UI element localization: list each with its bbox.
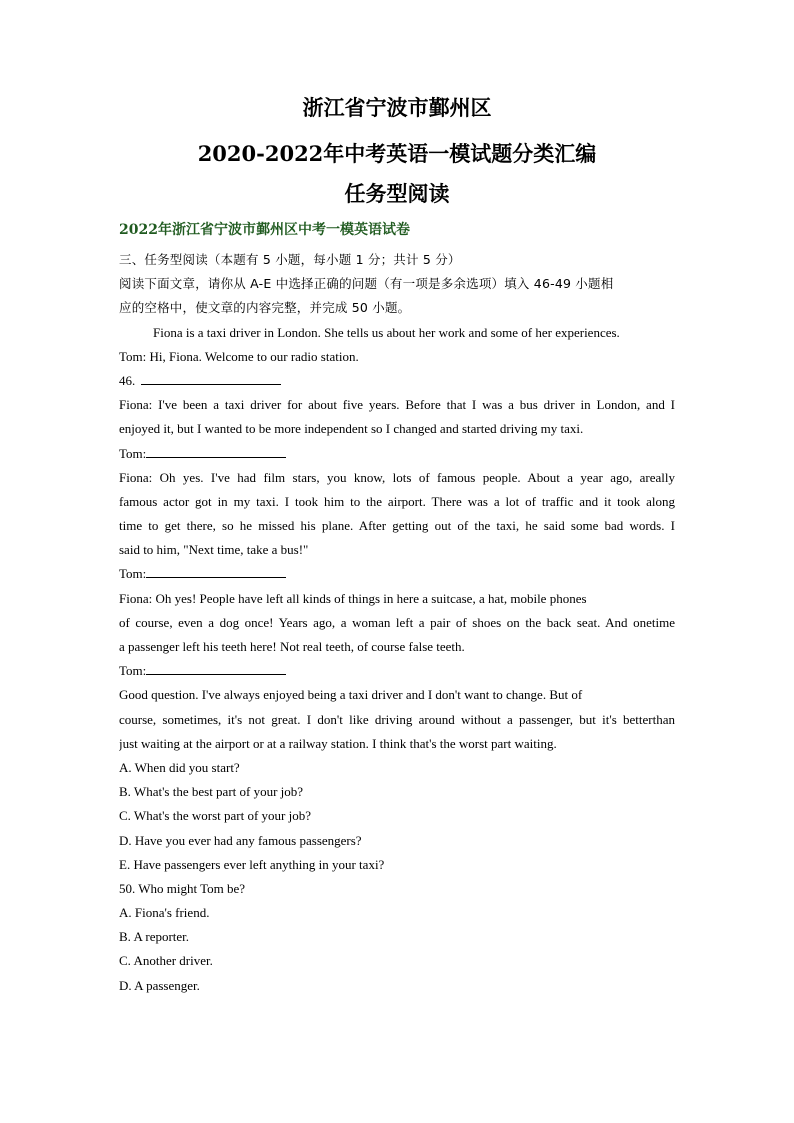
option-b: B. What's the best part of your job? (119, 784, 304, 800)
tom-question-47 (119, 442, 675, 466)
passage-intro: Fiona is a taxi driver in London. She tells us about her work and some of her experiences. (153, 324, 620, 340)
fiona-answer-4-line-1: Good question. I've always enjoyed being a taxi driver and I don't want to change. But of (119, 687, 583, 703)
fiona-answer-4-line-2: course, sometimes, it's not great. I don't like driving around without a passenger, but it's betterthan (119, 711, 675, 727)
fiona-answer-3-line-3: a passenger left his teeth here! Not real teeth, of course false teeth. (119, 639, 465, 654)
title-region: 浙江省宁波市鄞州区 (302, 95, 492, 120)
answer-blank-47[interactable] (146, 443, 286, 458)
fiona-answer-3-line-2: of course, even a dog once! Years ago, a woman left a pair of shoes on the back seat. And onetime (119, 614, 675, 630)
document-body (119, 248, 675, 998)
fiona-answer-2-line-4: said to him, "Next time, take a bus!" (119, 542, 309, 558)
instructions-line-2: 应的空格中，使文章的内容完整，并完成 50 小题。 (119, 300, 411, 316)
tom-label: Tom: (119, 663, 147, 679)
tom-label: Tom: (119, 566, 147, 582)
question-46-number: 46. (119, 372, 136, 388)
question-50-choice-a: A. Fiona's friend. (119, 905, 210, 921)
fiona-answer-1-line-2: enjoyed it, but I wanted to be more independent so I changed and started driving my taxi. (119, 421, 584, 437)
option-d: D. Have you ever had any famous passengers? (119, 832, 362, 848)
instructions-line-1: 阅读下面文章，请你从 A-E 中选择正确的问题（有一项是多余选项）填入 46-49 小题相 (119, 276, 614, 292)
title-topic: 任务型阅读 (344, 181, 450, 206)
fiona-answer-3-line-1: Fiona: Oh yes! People have left all kinds of things in here a suitcase, a hat, mobile phones (119, 590, 587, 606)
fiona-answer-2-line-3: time to get there, so he missed his plane. After getting out of the taxi, he said some bad words. I (119, 518, 675, 534)
fiona-answer-1-line-1: Fiona: I've been a taxi driver for about five years. Before that I was a bus driver in London, and I (119, 397, 675, 413)
section-title: 2022年浙江省宁波市鄞州区中考一模英语试卷 (119, 222, 410, 238)
question-50-stem: 50. Who might Tom be? (119, 880, 246, 896)
fiona-answer-2-line-2: famous actor got in my taxi. I took him to the airport. There was a lot of traffic and it took along (119, 493, 675, 509)
instructions-heading: 三、任务型阅读（本题有 5 小题，每小题 1 分；共计 5 分） (119, 252, 461, 267)
fiona-answer-2-line-1: Fiona: Oh yes. I've had film stars, you know, lots of famous people. About a year ago, areally (119, 469, 675, 485)
tom-question-48 (119, 562, 675, 586)
option-e: E. Have passengers ever left anything in your taxi? (119, 856, 385, 872)
option-c: C. What's the worst part of your job? (119, 808, 312, 824)
question-50-choice-c: C. Another driver. (119, 953, 213, 969)
option-a: A. When did you start? (119, 759, 240, 775)
answer-blank-48[interactable] (146, 563, 286, 578)
question-46 (119, 369, 675, 393)
tom-line-1: Tom: Hi, Fiona. Welcome to our radio station. (119, 348, 359, 364)
title-main: 2020-2022年中考英语一模试题分类汇编 (197, 141, 597, 166)
answer-blank-46[interactable] (141, 370, 281, 385)
answer-blank-49[interactable] (146, 660, 286, 675)
tom-question-49 (119, 659, 675, 683)
question-50-choice-b: B. A reporter. (119, 929, 190, 945)
tom-label: Tom: (119, 445, 147, 461)
question-50-choice-d: D. A passenger. (119, 977, 200, 993)
fiona-answer-4-line-3: just waiting at the airport or at a railway station. I think that's the worst part waiting. (119, 735, 557, 751)
